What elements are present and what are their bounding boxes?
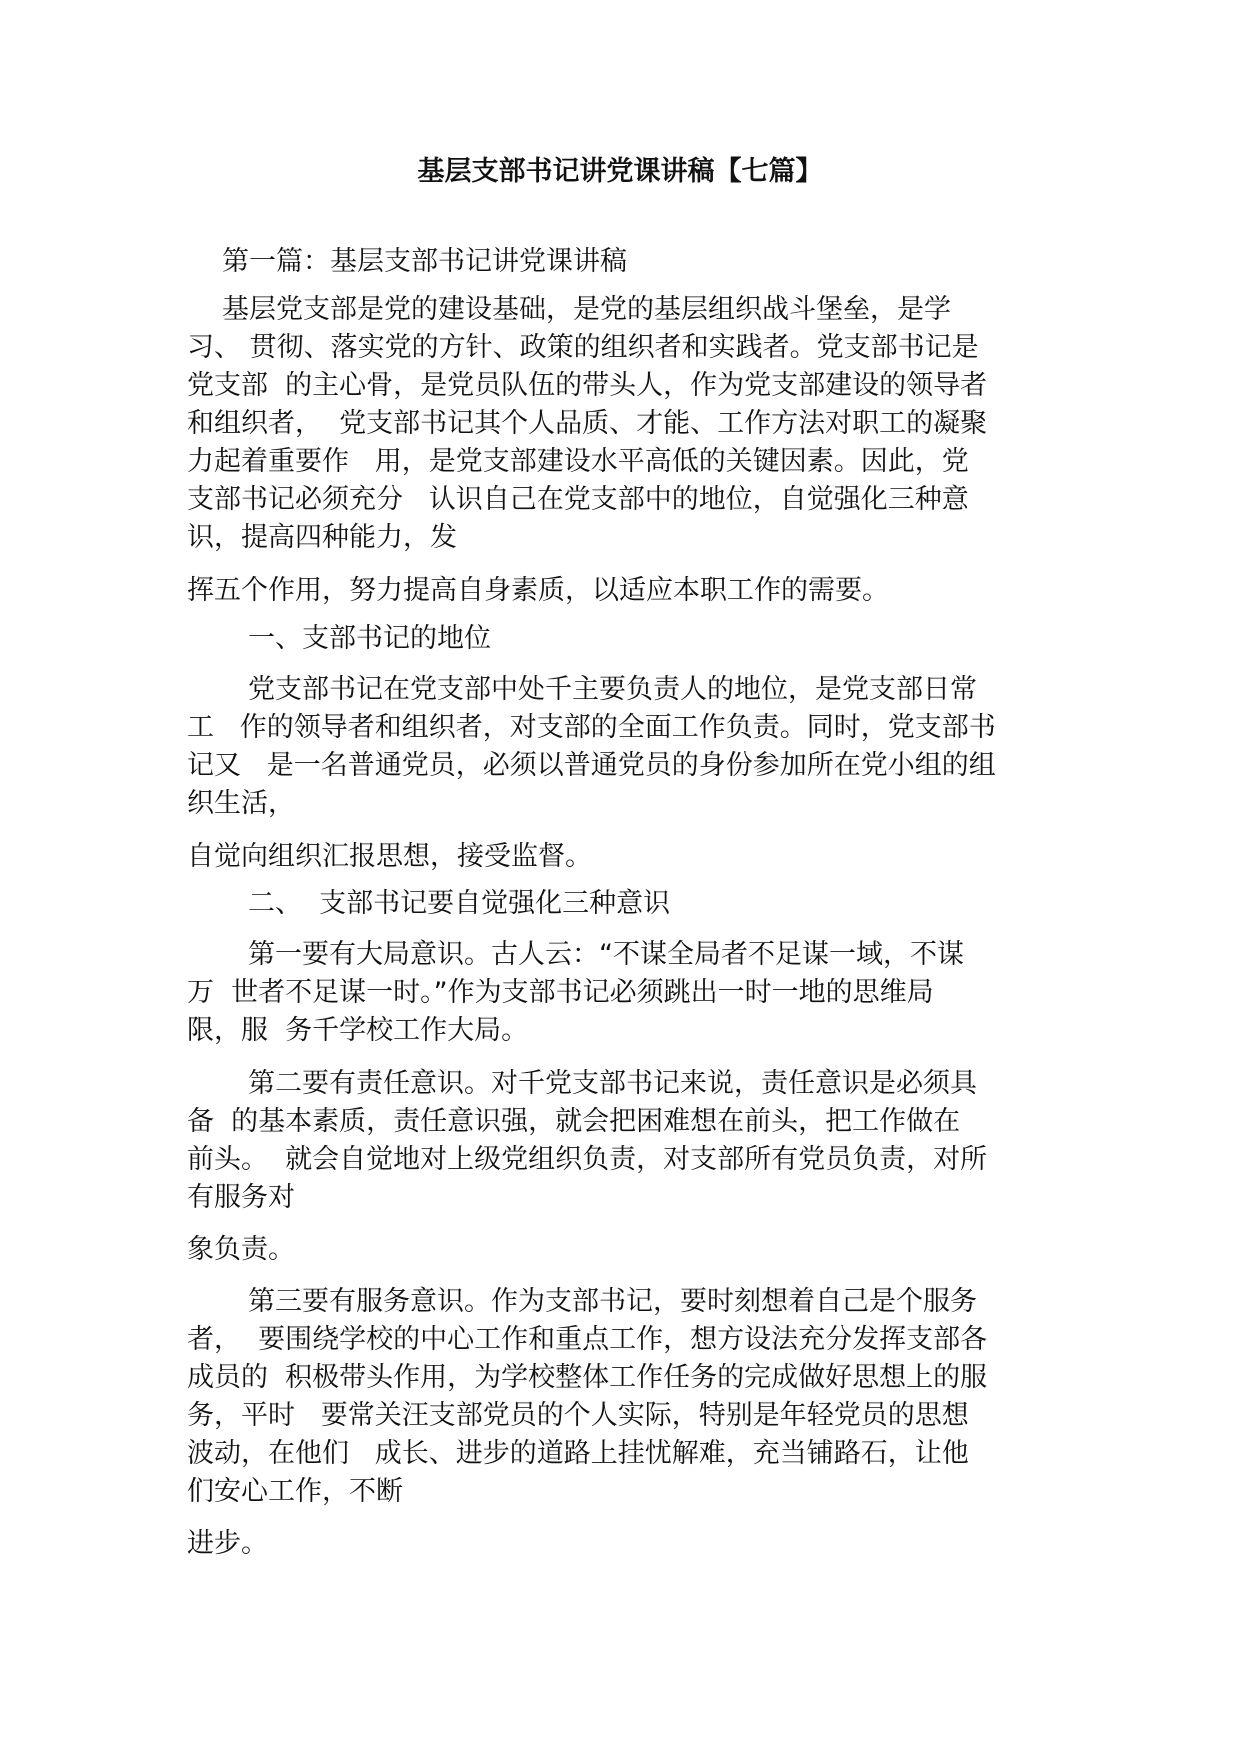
paragraph-line: 识，提高四种能力，发: [187, 522, 457, 553]
paragraph-line: 支部书记必须充分 认识自己在党支部中的地位，自觉强化三种意: [187, 484, 969, 515]
paragraph-line: 织生活，: [187, 788, 295, 819]
paragraph-line: 者， 要围绕学校的中心工作和重点工作，想方设法充分发挥支部各: [187, 1324, 988, 1355]
paragraph-line: 备 的基本素质，责任意识强，就会把困难想在前头，把工作做在: [187, 1106, 961, 1137]
paragraph-line: 党支部 的主心骨，是党员队伍的带头人，作为党支部建设的领导者: [187, 370, 988, 401]
paragraph-line: 工 作的领导者和组织者，对支部的全面工作负责。同时，党支部书: [187, 712, 996, 743]
paragraph-line: 和组织者， 党支部书记其个人品质、才能、工作方法对职工的凝聚: [187, 408, 988, 439]
paragraph-line: 限，服 务千学校工作大局。: [187, 1015, 529, 1046]
paragraph-line: 进步。: [187, 1528, 268, 1559]
paragraph-line: 记又 是一名普通党员，必须以普通党员的身份参加所在党小组的组: [187, 750, 996, 781]
paragraph-line: 象负责。: [187, 1234, 295, 1265]
paragraph-line: 基层党支部是党的建设基础，是党的基层组织战斗堡垒，是学: [222, 294, 951, 325]
paragraph-line: 成员的 积极带头作用，为学校整体工作任务的完成做好思想上的服: [187, 1362, 988, 1393]
paragraph-line: 第三要有服务意识。作为支部书记，要时刻想着自己是个服务: [248, 1286, 977, 1317]
paragraph-line: 党支部书记在党支部中处千主要负责人的地位，是党支部日常: [248, 674, 977, 705]
paragraph-line: 们安心工作，不断: [187, 1476, 403, 1507]
paragraph-line: 波动，在他们 成长、进步的道路上挂忧解难，充当铺路石，让他: [187, 1438, 969, 1469]
paragraph-line: 力起着重要作 用，是党支部建设水平高低的关键因素。因此，党: [187, 446, 969, 477]
paragraph-line: 第一要有大局意识。古人云：“不谋全局者不足谋一域，不谋: [248, 939, 964, 970]
paragraph-line: 自觉向组织汇报思想，接受监督。: [187, 841, 592, 872]
section-heading: 一、支部书记的地位: [248, 623, 491, 654]
section-heading: 第一篇：基层支部书记讲党课讲稿: [222, 246, 627, 277]
document-title: 基层支部书记讲党课讲稿【七篇】: [417, 156, 823, 187]
section-heading: 二、 支部书记要自觉强化三种意识: [248, 888, 671, 919]
paragraph-line: 习、 贯彻、落实党的方针、政策的组织者和实践者。党支部书记是: [187, 332, 979, 363]
paragraph-line: 有服务对: [187, 1182, 295, 1213]
paragraph-line: 第二要有责任意识。对千党支部书记来说，责任意识是必须具: [248, 1068, 977, 1099]
paragraph-line: 挥五个作用，努力提高自身素质，以适应本职工作的需要。: [187, 575, 889, 606]
paragraph-line: 务，平时 要常关汪支部党员的个人实际，特别是年轻党员的思想: [187, 1400, 969, 1431]
paragraph-line: 万 世者不足谋一时。”作为支部书记必须跳出一时一地的思维局: [187, 977, 934, 1008]
paragraph-line: 前头。 就会自觉地对上级党组织负责，对支部所有党员负责，对所: [187, 1144, 988, 1175]
